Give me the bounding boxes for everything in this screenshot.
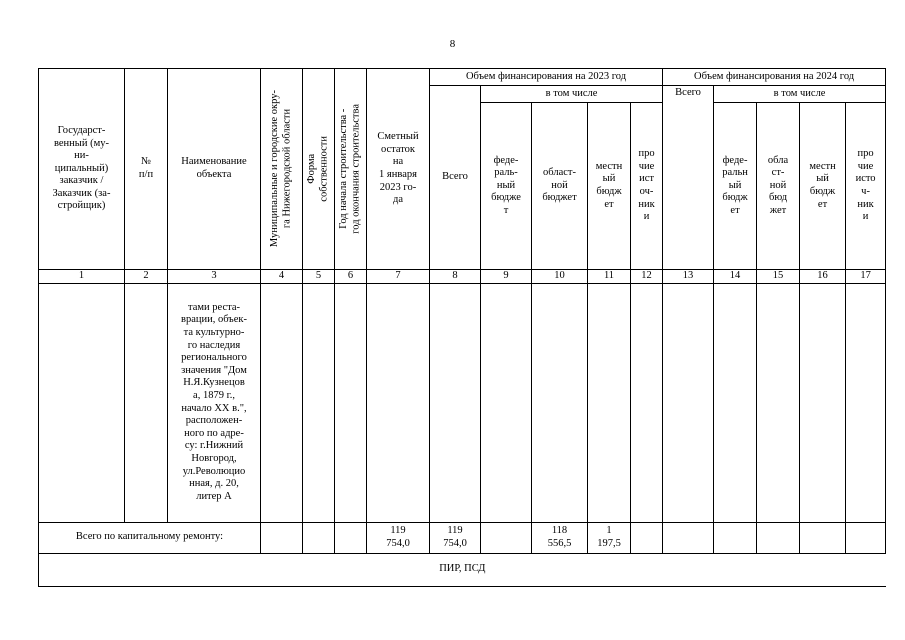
column-number: 4: [261, 270, 303, 284]
header-estimate-text: Сметный остаток на 1 января 2023 го- да: [377, 131, 419, 206]
total-label: Всего по капитальному ремонту:: [39, 522, 261, 553]
cell-empty: [532, 283, 588, 522]
cell-empty: [303, 283, 335, 522]
header-num-text: № п/п: [138, 156, 154, 180]
cell-empty: [757, 522, 800, 553]
table-row: [39, 283, 886, 522]
column-number: 11: [588, 270, 631, 284]
column-number: 2: [125, 270, 168, 284]
cell-empty: [261, 522, 303, 553]
cell-empty: [714, 522, 757, 553]
column-number: 9: [481, 270, 532, 284]
section-row: [39, 553, 886, 586]
header-regional-2024: [757, 103, 800, 270]
header-regional-2023-text: област- ной бюджет: [542, 167, 577, 204]
header-federal-2023-text: феде- раль- ный бюдже т: [491, 154, 521, 216]
header-total-2023: Всего: [430, 86, 481, 270]
cell-empty: [481, 283, 532, 522]
cell-empty: [846, 522, 886, 553]
header-funding-2023: Объем финансирования на 2023 год: [430, 69, 663, 86]
header-local-2024: [800, 103, 846, 270]
cell-empty: [335, 283, 367, 522]
header-customer-text: Государст- венный (му- ни- ципальный) заказчик / Заказчик (за- стройщик): [52, 124, 111, 212]
header-years: [335, 69, 367, 270]
header-ownership: [303, 69, 335, 270]
column-number: 15: [757, 270, 800, 284]
total-row: [39, 522, 886, 553]
column-number: 12: [631, 270, 663, 284]
header-including-2024: в том числе: [714, 86, 886, 103]
object-name-text: тами реста- врации, объек- та культурно- го наследия регионального значения "Дом Н.Я.Кузнецов а, 1879 г., начало XX в.", расположен- ного по адре- су: г.Нижний Новгород, ул.Революцио нная, д. 20, литер А: [181, 301, 247, 502]
column-number: 7: [367, 270, 430, 284]
cell-empty: [261, 283, 303, 522]
cell-empty: [800, 283, 846, 522]
column-number: 5: [303, 270, 335, 284]
cell-empty: [663, 522, 714, 553]
cell-empty: [846, 283, 886, 522]
total-2023-value: 119 754,0: [443, 525, 467, 549]
header-object-name: [168, 69, 261, 270]
cell-num: [125, 283, 168, 522]
section-title: ПИР, ПСД: [39, 553, 886, 586]
column-number: 10: [532, 270, 588, 284]
cell-empty: [631, 283, 663, 522]
header-other-2023: [631, 103, 663, 270]
header-local-2024-text: местн ый бюдж ет: [809, 160, 836, 210]
total-local-2023-value: 1 197,5: [597, 525, 621, 549]
header-local-2023: [588, 103, 631, 270]
header-other-2024: [846, 103, 886, 270]
total-regional-2023: [532, 522, 588, 553]
header-regional-2023: [532, 103, 588, 270]
header-federal-2024: [714, 103, 757, 270]
header-federal-2024-text: феде- ральн ый бюдж ет: [722, 154, 748, 216]
header-total-2024: Всего: [663, 86, 714, 270]
header-regional-2024-text: обла ст- ной бюд жет: [767, 154, 789, 216]
total-2023: [430, 522, 481, 553]
header-federal-2023: [481, 103, 532, 270]
cell-empty: [303, 522, 335, 553]
cell-empty: [430, 283, 481, 522]
column-number: 17: [846, 270, 886, 284]
cell-object-name: [168, 283, 261, 522]
header-num: [125, 69, 168, 270]
header-local-2023-text: местн ый бюдж ет: [595, 160, 623, 210]
column-number: 8: [430, 270, 481, 284]
cell-empty: [631, 522, 663, 553]
cell-empty: [335, 522, 367, 553]
column-number-row: [39, 270, 886, 284]
header-estimate: [367, 69, 430, 270]
header-customer: [39, 69, 125, 270]
cell-empty: [800, 522, 846, 553]
page-number: 8: [449, 38, 456, 50]
cell-empty: [714, 283, 757, 522]
header-years-text: Год начала строительства - год окончания строительства: [337, 104, 362, 234]
cell-empty: [481, 522, 532, 553]
funding-table: [38, 68, 886, 587]
column-number: 16: [800, 270, 846, 284]
column-number: 3: [168, 270, 261, 284]
cell-empty: [367, 283, 430, 522]
cell-empty: [588, 283, 631, 522]
column-number: 6: [335, 270, 367, 284]
header-object-name-text: Наименование объекта: [181, 156, 247, 180]
cell-empty: [757, 283, 800, 522]
total-estimate: [367, 522, 430, 553]
total-regional-2023-value: 118 556,5: [547, 525, 572, 549]
cell-customer: [39, 283, 125, 522]
header-municipality: [261, 69, 303, 270]
header-ownership-text: Форма собственности: [305, 136, 330, 202]
total-estimate-value: 119 754,0: [386, 525, 410, 549]
header-municipality-text: Муниципальные и городские окру- га Нижегородской области: [268, 90, 293, 248]
total-local-2023: [588, 522, 631, 553]
header-including-2023: в том числе: [481, 86, 663, 103]
column-number: 13: [663, 270, 714, 284]
cell-empty: [663, 283, 714, 522]
column-number: 14: [714, 270, 757, 284]
header-funding-2024: Объем финансирования на 2024 год: [663, 69, 886, 86]
header-other-2024-text: про чие исто ч- ник и: [855, 148, 876, 223]
header-other-2023-text: про чие ист оч- ник и: [638, 148, 655, 223]
column-number: 1: [39, 270, 125, 284]
